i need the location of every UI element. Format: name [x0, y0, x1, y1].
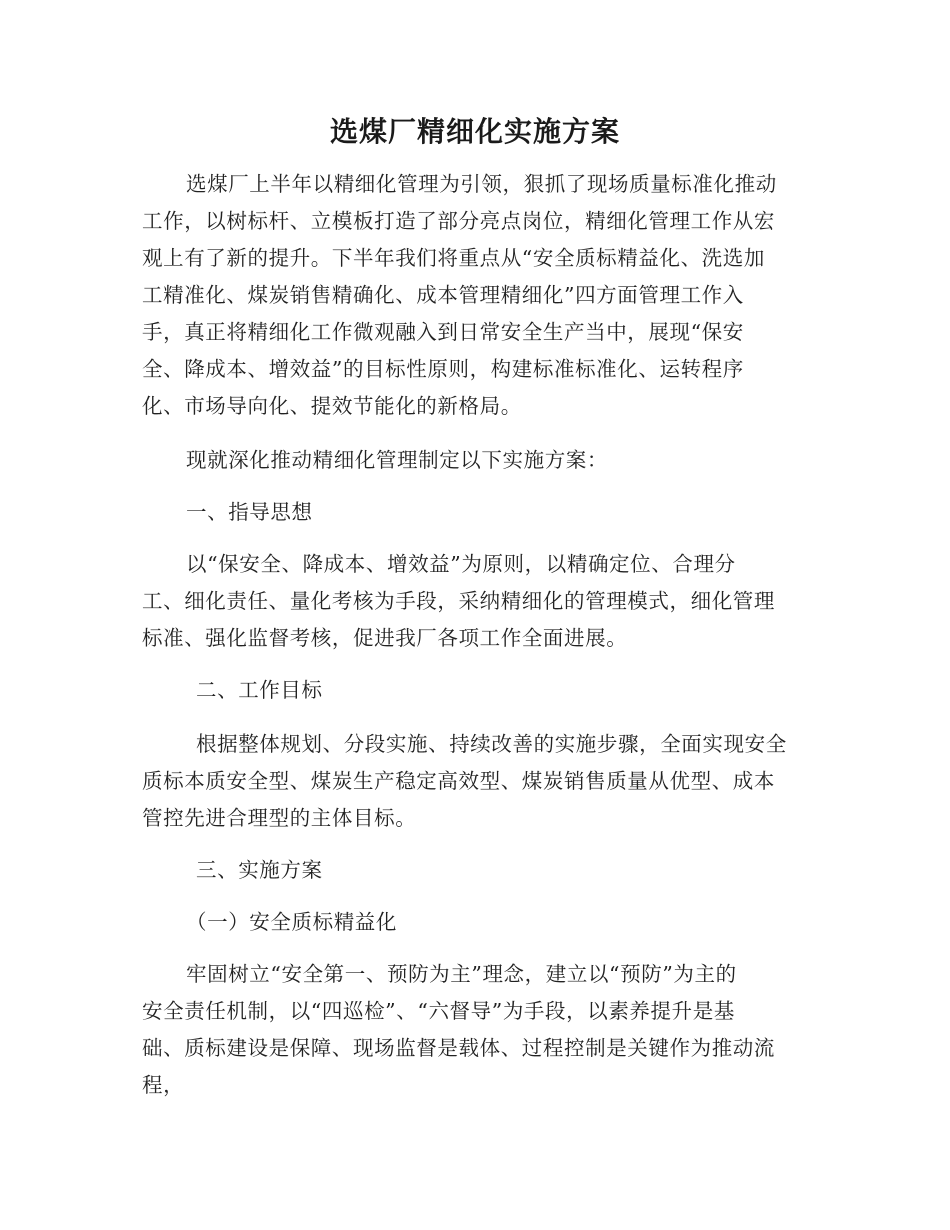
- section-heading: 二、工作目标: [196, 678, 323, 702]
- section-heading: 三、实施方案: [196, 858, 323, 882]
- paragraph-line: 现就深化推动精细化管理制定以下实施方案：: [186, 448, 608, 472]
- paragraph-line: 标准、强化监督考核，促进我厂各项工作全面进展。: [142, 626, 628, 650]
- paragraph-line: 化、市场导向化、提效节能化的新格局。: [142, 394, 522, 418]
- paragraph-line: 根据整体规划、分段实施、持续改善的实施步骤，全面实现安全: [196, 732, 787, 756]
- paragraph-line: 观上有了新的提升。下半年我们将重点从“安全质标精益化、洗选加: [142, 246, 765, 270]
- paragraph-line: 以“保安全、降成本、增效益”为原则，以精确定位、合理分: [186, 552, 736, 576]
- paragraph-line: 质标本质安全型、煤炭生产稳定高效型、煤炭销售质量从优型、成本: [142, 769, 775, 793]
- paragraph-line: 工、细化责任、量化考核为手段，采纳精细化的管理模式，细化管理: [142, 589, 775, 613]
- subsection-heading: （一）安全质标精益化: [186, 910, 397, 934]
- paragraph-line: 全、降成本、增效益”的目标性原则，构建标准标准化、运转程序: [142, 357, 744, 381]
- paragraph-line: 管控先进合理型的主体目标。: [142, 806, 417, 830]
- paragraph-line: 安全责任机制，以“四巡检”、“六督导”为手段，以素养提升是基: [142, 999, 735, 1023]
- paragraph-line: 牢固树立“安全第一、预防为主”理念，建立以“预防”为主的: [186, 962, 737, 986]
- paragraph-line: 工精准化、煤炭销售精确化、成本管理精细化”四方面管理工作入: [142, 283, 744, 307]
- paragraph-line: 工作，以树标杆、立模板打造了部分亮点岗位，精细化管理工作从宏: [142, 209, 775, 233]
- paragraph-line: 手，真正将精细化工作微观融入到日常安全生产当中，展现“保安: [142, 320, 744, 344]
- paragraph-line: 选煤厂上半年以精细化管理为引领，狠抓了现场质量标准化推动: [186, 172, 777, 196]
- section-heading: 一、指导思想: [186, 500, 313, 524]
- document-title: 选煤厂精细化实施方案: [329, 115, 620, 148]
- paragraph-line: 础、质标建设是保障、现场监督是载体、过程控制是关键作为推动流: [142, 1036, 775, 1060]
- paragraph-line: 程，: [142, 1073, 185, 1097]
